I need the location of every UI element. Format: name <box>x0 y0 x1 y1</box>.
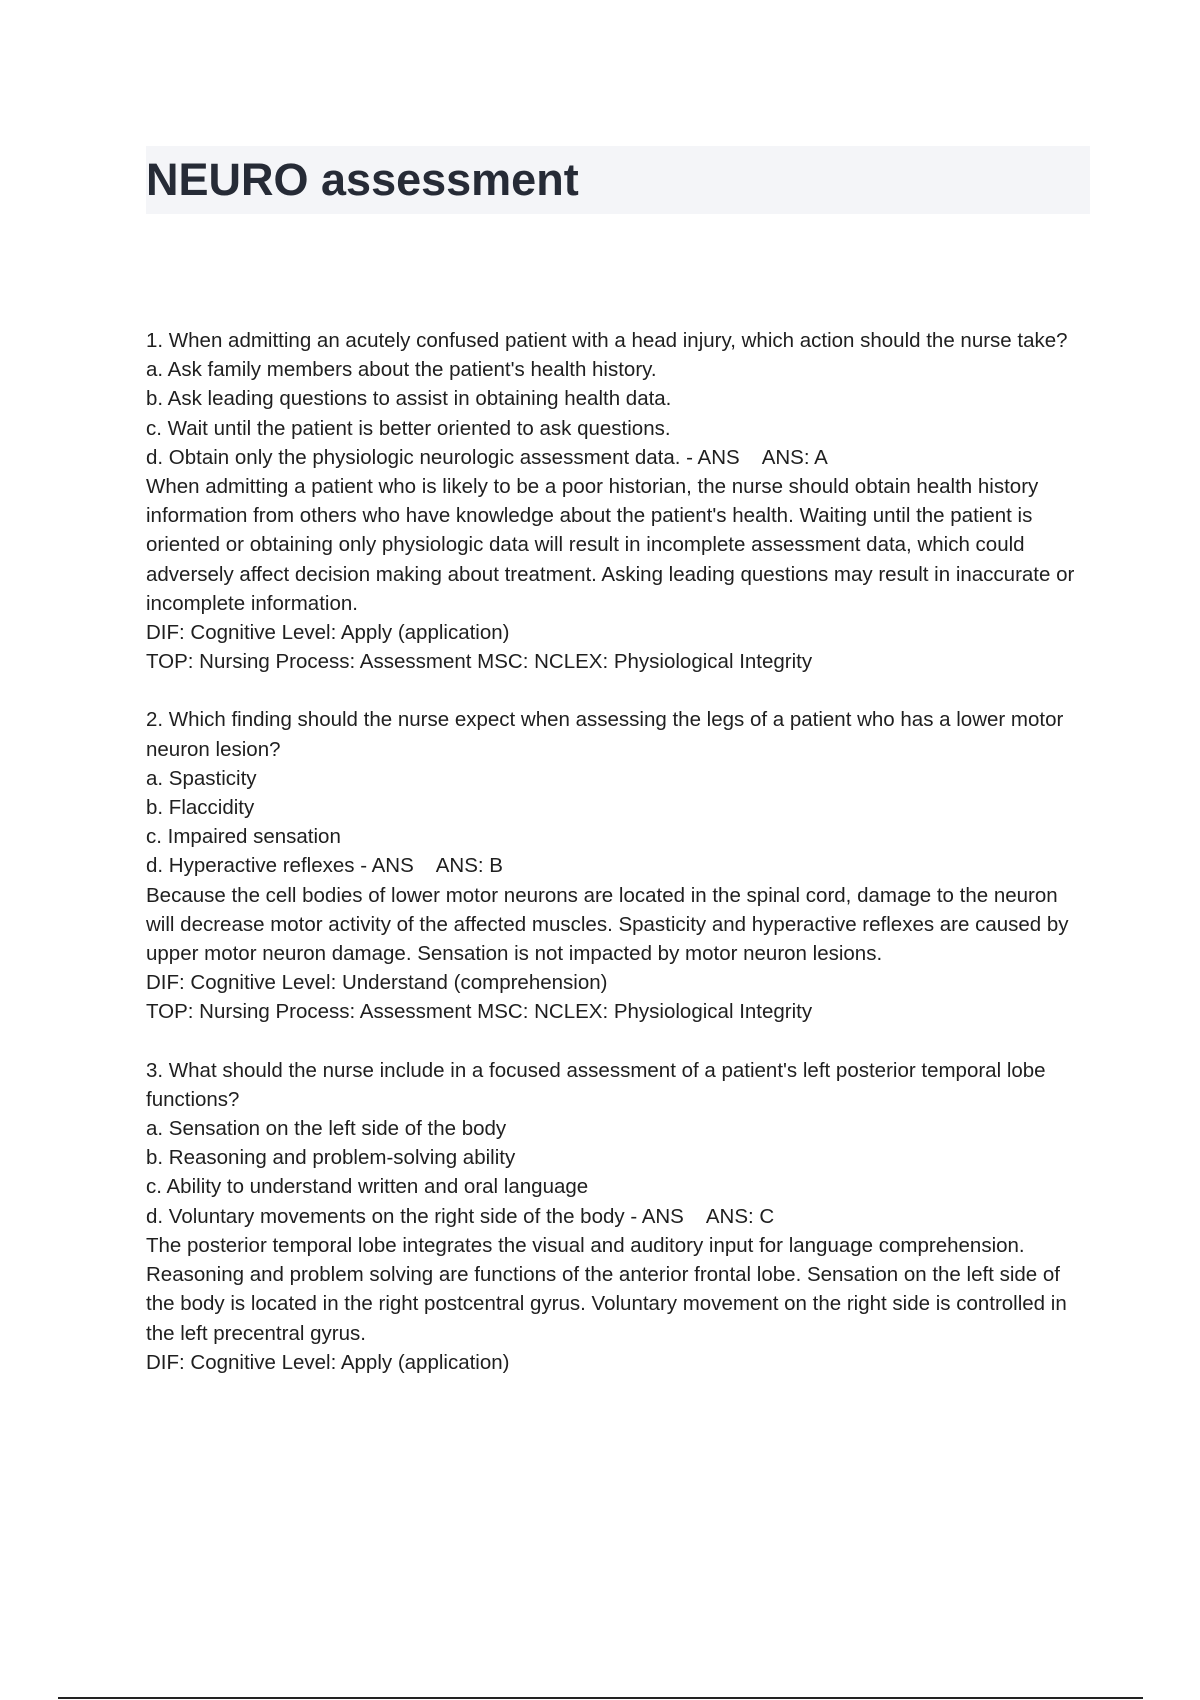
answer-option: a. Sensation on the left side of the body <box>146 1117 507 1141</box>
page-title: NEURO assessment <box>146 154 579 205</box>
question-stem: 1. When admitting an acutely confused patient with a head injury, which action should the nurse take? <box>146 329 1068 352</box>
answer-key: ANS: A <box>761 445 828 469</box>
question-1 <box>146 326 1090 676</box>
difficulty-level: DIF: Cognitive Level: Understand (comprehension) <box>146 971 608 995</box>
answer-option-with-key <box>146 443 1090 472</box>
answer-option: c. Wait until the patient is better oriented to ask questions. <box>146 416 671 440</box>
answer-option: b. Reasoning and problem-solving ability <box>146 1146 516 1170</box>
rationale-text: The posterior temporal lobe integrates the visual and auditory input for language comprehension. Reasoning and problem solving are functions of the anterior frontal lobe. Sensation on the left side of the body is located in the right postcentral gyrus. Voluntary movement on the right side is controlled in the left precentral gyrus. <box>146 1233 1073 1345</box>
answer-option: b. Flaccidity <box>146 796 255 820</box>
answer-option: b. Ask leading questions to assist in obtaining health data. <box>146 387 672 411</box>
rationale-text: When admitting a patient who is likely to be a poor historian, the nurse should obtain health history information from others who have knowledge about the patient's health. Waiting until the patient is oriented or obtaining only physiologic data will result in incomplete assessment data, which could adversely affect decision making about treatment. Asking leading questions may result in inaccurate or incomplete information. <box>146 475 1081 615</box>
answer-key: ANS: B <box>435 854 503 878</box>
question-stem: 2. Which finding should the nurse expect when assessing the legs of a patient who has a lower motor neuron lesion? <box>146 708 1070 761</box>
answer-option: a. Ask family members about the patient's health history. <box>146 358 657 382</box>
difficulty-level: DIF: Cognitive Level: Apply (application) <box>146 621 510 645</box>
answer-option: c. Ability to understand written and oral language <box>146 1175 589 1199</box>
difficulty-level: DIF: Cognitive Level: Apply (application) <box>146 1350 510 1374</box>
answer-key: ANS: C <box>705 1204 775 1228</box>
answer-option-with-key <box>146 1202 1090 1231</box>
answer-option-with-key <box>146 851 1090 880</box>
question-3 <box>146 1056 1090 1377</box>
rationale-text: Because the cell bodies of lower motor neurons are located in the spinal cord, damage to the neuron will decrease motor activity of the affected muscles. Spasticity and hyperactive reflexes are caused by upper motor neuron damage. Sensation is not impacted by motor neuron lesions. <box>146 883 1075 966</box>
answer-option: d. Hyperactive reflexes - ANS <box>146 854 414 878</box>
answer-option: c. Impaired sensation <box>146 825 341 849</box>
topic-tags: TOP: Nursing Process: Assessment MSC: NCLEX: Physiological Integrity <box>146 650 813 674</box>
title-banner <box>146 146 1090 214</box>
question-2 <box>146 705 1090 1026</box>
question-list <box>146 326 1090 1406</box>
answer-option: a. Spasticity <box>146 766 257 790</box>
answer-option: d. Obtain only the physiologic neurologic assessment data. - ANS <box>146 445 740 469</box>
question-stem: 3. What should the nurse include in a focused assessment of a patient's left posterior temporal lobe functions? <box>146 1058 1052 1111</box>
footer-divider <box>58 1697 1143 1699</box>
topic-tags: TOP: Nursing Process: Assessment MSC: NCLEX: Physiological Integrity <box>146 1000 813 1024</box>
answer-option: d. Voluntary movements on the right side of the body - ANS <box>146 1204 684 1228</box>
